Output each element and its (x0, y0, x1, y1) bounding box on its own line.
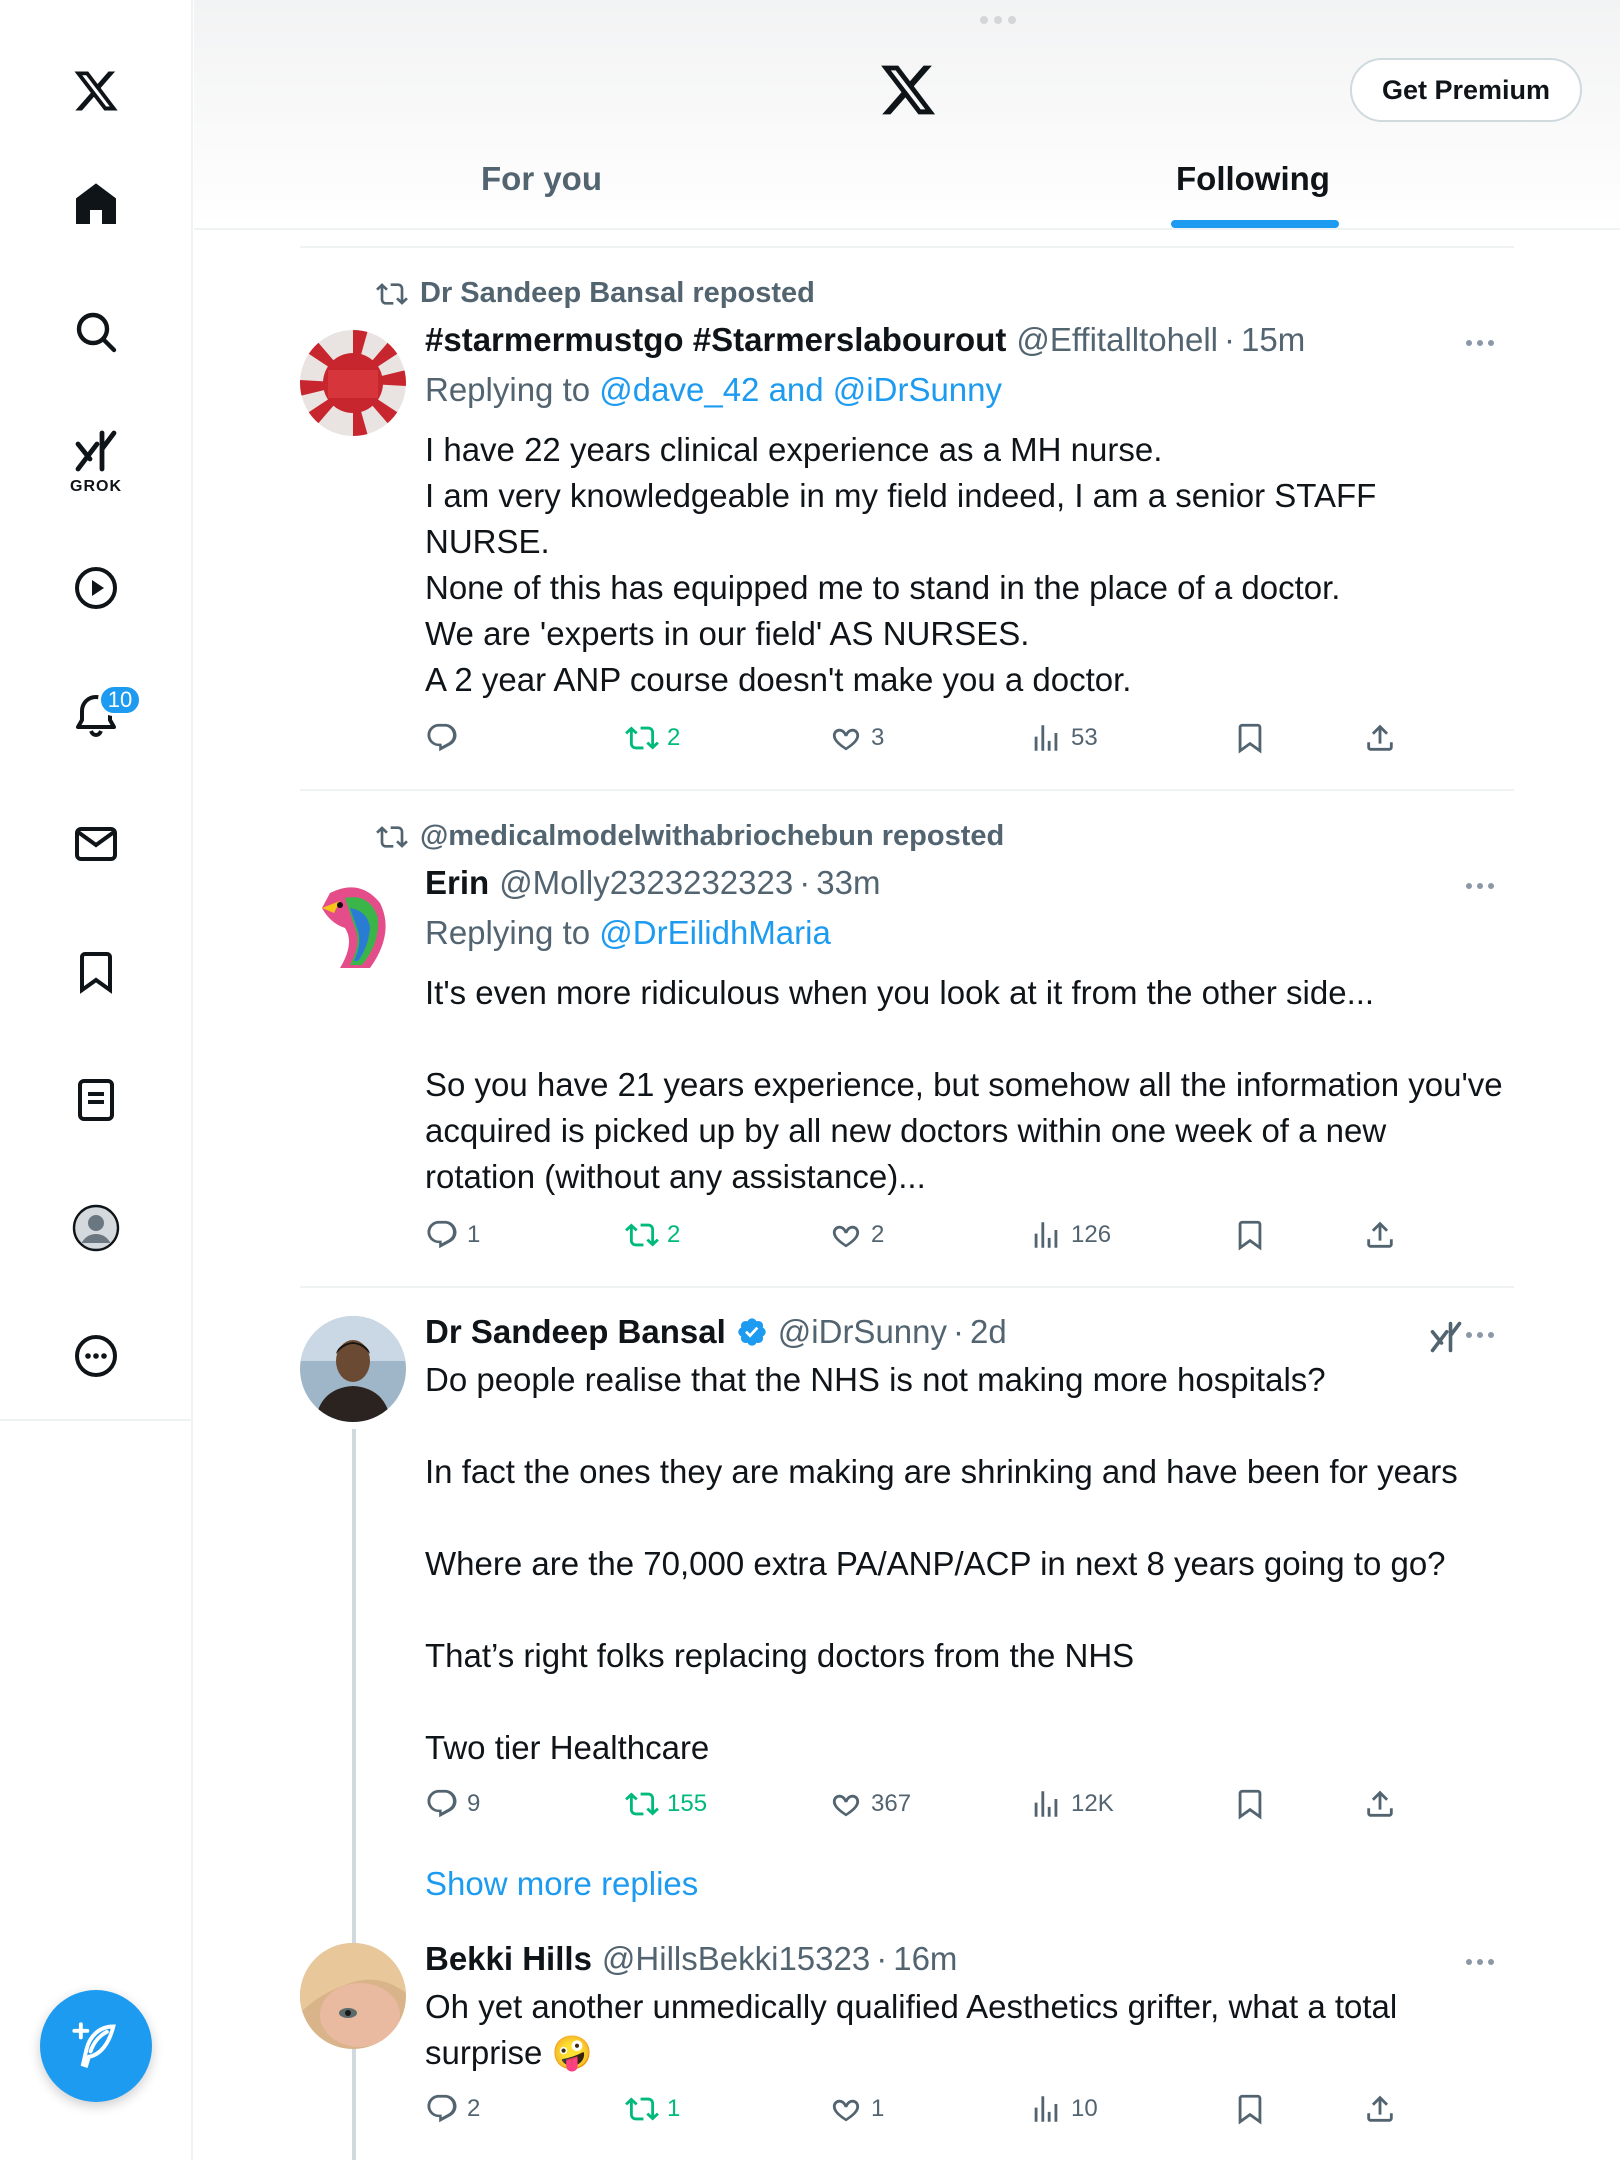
repost-indicator: @medicalmodelwithabriochebun reposted (376, 820, 1004, 853)
more-icon[interactable] (66, 1326, 126, 1386)
home-icon[interactable] (66, 174, 126, 234)
reply-mentions[interactable]: @DrEilidhMaria (599, 914, 831, 951)
timestamp[interactable]: 16m (893, 1940, 958, 1977)
share-button[interactable] (1363, 721, 1397, 755)
profile-icon[interactable] (66, 1198, 126, 1258)
views-icon (1029, 2092, 1063, 2126)
views-button[interactable]: 53 (1029, 721, 1098, 755)
like-button[interactable]: 1 (829, 2092, 884, 2126)
notification-badge: 10 (98, 684, 142, 716)
retweet-button[interactable]: 2 (625, 721, 680, 755)
bookmark-button[interactable] (1233, 721, 1267, 755)
retweet-icon (376, 278, 408, 310)
reply-context: Replying to @DrEilidhMaria (425, 914, 831, 951)
compose-button[interactable] (40, 1990, 152, 2102)
bookmarks-icon[interactable] (66, 942, 126, 1002)
tweet-text: Oh yet another unmedically qualified Aesthetics grifter, what a total surprise 🤪 (425, 1988, 1398, 2071)
heart-icon (829, 721, 863, 755)
grok-icon[interactable] (66, 421, 126, 481)
repost-indicator: Dr Sandeep Bansal reposted (376, 277, 815, 310)
timestamp[interactable]: 2d (970, 1313, 1007, 1350)
retweet-icon (625, 2092, 659, 2126)
active-tab-indicator (1171, 220, 1339, 228)
reply-mentions[interactable]: @dave_42 and @iDrSunny (599, 371, 1003, 408)
more-options-icon[interactable] (1466, 333, 1506, 353)
reply-button[interactable]: 2 (425, 2092, 480, 2126)
retweet-button[interactable]: 2 (625, 1218, 680, 1252)
reply-context: Replying to @dave_42 and @iDrSunny (425, 371, 1003, 408)
retweet-icon (376, 821, 408, 853)
tweet-actions (425, 1218, 1505, 1258)
heart-icon (829, 1218, 863, 1252)
tab-following[interactable]: Following (1176, 160, 1330, 197)
retweet-icon (625, 1787, 659, 1821)
get-premium-button[interactable]: Get Premium (1350, 58, 1582, 122)
search-icon[interactable] (66, 302, 126, 362)
lists-icon[interactable] (66, 1070, 126, 1130)
display-name[interactable]: Dr Sandeep Bansal (425, 1313, 726, 1350)
like-button[interactable]: 3 (829, 721, 884, 755)
views-button[interactable]: 10 (1029, 2092, 1098, 2126)
divider (300, 246, 1514, 248)
reply-button[interactable]: 9 (425, 1787, 480, 1821)
reply-button[interactable]: 1 (425, 1218, 480, 1252)
reply-icon (425, 721, 459, 755)
timestamp[interactable]: 15m (1241, 321, 1306, 358)
divider (300, 1286, 1514, 1288)
heart-icon (829, 2092, 863, 2126)
bookmark-button[interactable] (1233, 2092, 1267, 2126)
share-icon (1363, 721, 1397, 755)
more-options-icon[interactable] (1466, 1952, 1506, 1972)
tweet-actions (425, 1787, 1505, 1827)
messages-icon[interactable] (66, 814, 126, 874)
retweet-icon (625, 1218, 659, 1252)
share-button[interactable] (1363, 1218, 1397, 1252)
user-handle[interactable]: @iDrSunny (777, 1313, 948, 1350)
retweet-icon (625, 721, 659, 755)
bookmark-button[interactable] (1233, 1787, 1267, 1821)
divider (300, 789, 1514, 791)
share-icon (1363, 1218, 1397, 1252)
reply-icon (425, 2092, 459, 2126)
retweet-button[interactable]: 1 (625, 2092, 680, 2126)
more-options-icon[interactable] (1466, 876, 1506, 896)
avatar[interactable] (300, 873, 406, 979)
bookmark-button[interactable] (1233, 1218, 1267, 1252)
more-options-icon[interactable] (1466, 1325, 1506, 1345)
window-grip[interactable] (980, 16, 1024, 24)
heart-icon (829, 1787, 863, 1821)
timestamp[interactable]: 33m (816, 864, 881, 901)
video-icon[interactable] (66, 558, 126, 618)
display-name[interactable]: Bekki Hills (425, 1940, 592, 1977)
verified-badge-icon (736, 1316, 768, 1348)
show-more-replies-link[interactable]: Show more replies (425, 1865, 699, 1902)
grok-icon[interactable] (1428, 1319, 1464, 1355)
timeline-header (194, 0, 1620, 230)
sidebar (0, 0, 193, 2160)
x-logo-icon[interactable] (66, 61, 126, 121)
bookmark-icon (1233, 1218, 1267, 1252)
tweet-text: Do people realise that the NHS is not making more hospitals? In fact the ones they are making are shrinking and have been for years Where are the 70,000 extra PA/ANP/ACP in next 8 years going to go? That’s right folks replacing doctors from the NHS Two tier Healthcare (425, 1361, 1458, 1766)
avatar[interactable] (300, 1316, 406, 1422)
share-button[interactable] (1363, 2092, 1397, 2126)
like-button[interactable]: 2 (829, 1218, 884, 1252)
display-name[interactable]: #starmermustgo #Starmerslabourout (425, 321, 1007, 358)
sidebar-divider (0, 1419, 193, 1421)
views-icon (1029, 1218, 1063, 1252)
retweet-button[interactable]: 155 (625, 1787, 707, 1821)
display-name[interactable]: Erin (425, 864, 490, 901)
views-icon (1029, 1787, 1063, 1821)
reply-button[interactable] (425, 721, 467, 755)
grok-label: GROK (70, 478, 122, 495)
user-handle[interactable]: @HillsBekki15323 (601, 1940, 871, 1977)
tweet-actions (425, 2092, 1505, 2132)
tab-for-you[interactable]: For you (481, 160, 602, 197)
share-icon (1363, 1787, 1397, 1821)
like-button[interactable]: 367 (829, 1787, 911, 1821)
bookmark-icon (1233, 2092, 1267, 2126)
share-button[interactable] (1363, 1787, 1397, 1821)
bookmark-icon (1233, 1787, 1267, 1821)
tweet-actions (425, 721, 1505, 761)
thread-connector (352, 2056, 356, 2160)
tweet-text: I have 22 years clinical experience as a MH nurse. I am very knowledgeable in my field indeed, I am a senior STAFF NURSE. None of this has equipped me to stand in the place of a doctor. We are 'experts in our field' AS NURSES. A 2 year ANP course doesn't make you a doctor. (425, 431, 1377, 698)
views-button[interactable]: 12K (1029, 1787, 1114, 1821)
reply-icon (425, 1787, 459, 1821)
share-icon (1363, 2092, 1397, 2126)
avatar[interactable] (300, 1943, 406, 2049)
bookmark-icon (1233, 721, 1267, 755)
user-handle[interactable]: @Effitalltohell (1016, 321, 1219, 358)
views-button[interactable]: 126 (1029, 1218, 1111, 1252)
views-icon (1029, 721, 1063, 755)
x-logo-icon[interactable] (878, 60, 938, 120)
user-handle[interactable]: @Molly2323232323 (499, 864, 794, 901)
avatar[interactable] (300, 330, 406, 436)
tweet-text: It's even more ridiculous when you look at it from the other side... So you have 21 years experience, but somehow all the information you've acquired is picked up by all new doctors within one week of a new rotation (without any assistance)... (425, 974, 1503, 1195)
compose-icon (70, 2020, 122, 2072)
reply-icon (425, 1218, 459, 1252)
